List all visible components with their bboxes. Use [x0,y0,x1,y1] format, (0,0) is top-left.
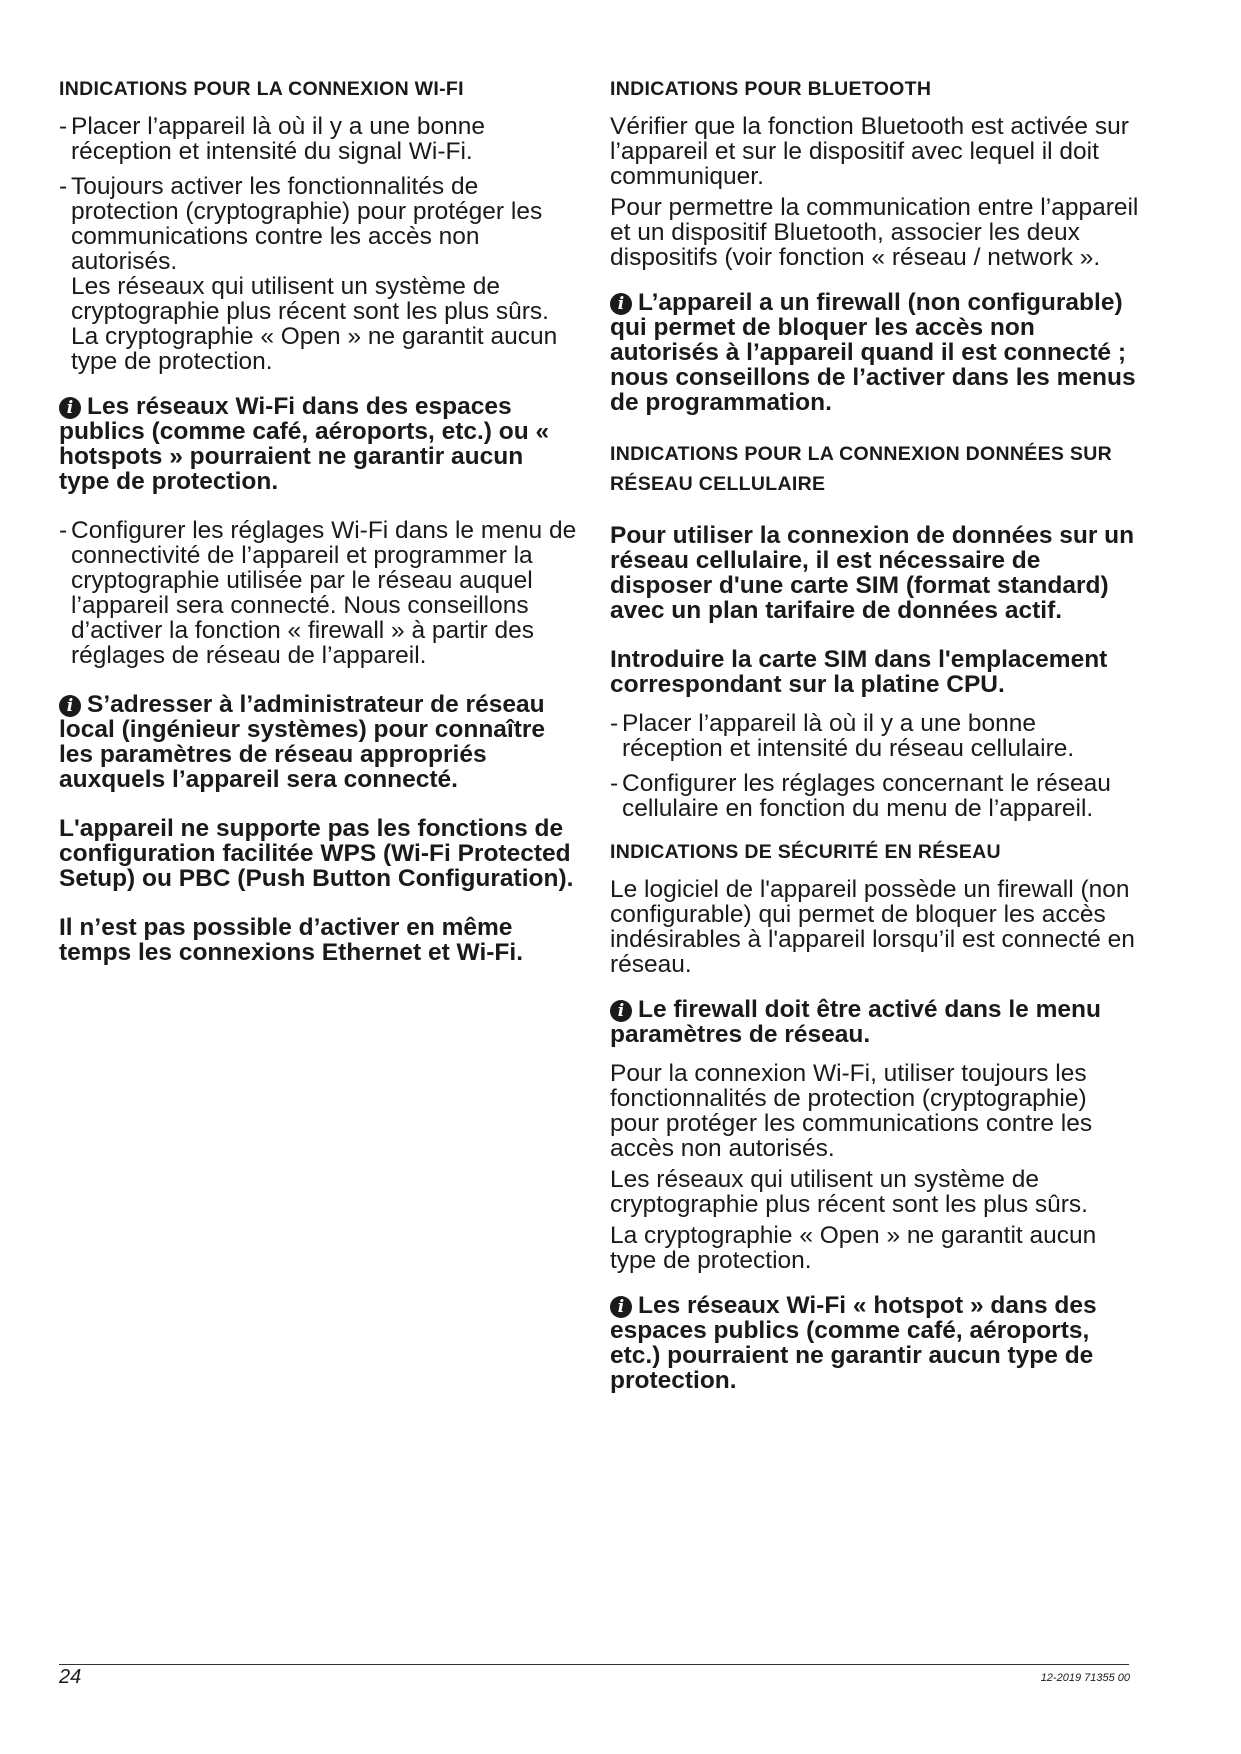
security-paragraph-3: Les réseaux qui utilisent un système de cryptographie plus récent sont les plus sûrs. [610,1166,1088,1218]
note-public-wifi: i Les réseaux Wi-Fi dans des espaces publics (comme café, aéroports, etc.) ou « hotspots » pourraient ne garantir aucun type de protection. [59,393,550,495]
right-column [610,74,1140,1417]
wifi-bullet-encryption: - Toujours activer les fonctionnalités de protection (cryptographie) pour protéger les communications contre les accès non autorisés. Les réseaux qui utilisent un système de cryptographie plus récent sont les plus sûrs. La cryptographie « Open » ne garantit aucun type de protection. [59,173,558,375]
heading-bluetooth: INDICATIONS POUR BLUETOOTH [610,78,932,100]
ethernet-wifi-statement: Il n’est pas possible d’activer en même temps les connexions Ethernet et Wi-Fi. [59,914,524,966]
bluetooth-paragraph-2: Pour permettre la communication entre l’appareil et un dispositif Bluetooth, associer les deux dispositifs (voir fonction « réseau / network ». [610,194,1139,271]
note-hotspot: i Les réseaux Wi-Fi « hotspot » dans des espaces publics (comme café, aéroports, etc.) pourraient ne garantir aucun type de protection. [610,1292,1097,1394]
note-admin: i S’adresser à l’administrateur de réseau local (ingénieur systèmes) pour connaître les paramètres de réseau appropriés auxquels l’appareil sera connecté. [59,691,546,793]
bluetooth-paragraph-1: Vérifier que la fonction Bluetooth est activée sur l’appareil et sur le dispositif avec lequel il doit communiquer. [610,113,1129,190]
wps-statement: L'appareil ne supporte pas les fonctions de configuration facilitée WPS (Wi-Fi Protected Setup) ou PBC (Push Button Configuration). [59,815,574,892]
security-paragraph-4: La cryptographie « Open » ne garantit aucun type de protection. [610,1222,1097,1274]
note-firewall-bluetooth: i L’appareil a un firewall (non configurable) qui permet de bloquer les accès non autorisés à l’appareil quand il est connecté ; nous conseillons de l’activer dans les menus de programmation. [610,289,1136,416]
cellular-bullet-placement: - Placer l’appareil là où il y a une bonne réception et intensité du réseau cellulaire. [610,710,1075,762]
cellular-sim-insert: Introduire la carte SIM dans l'emplacement correspondant sur la platine CPU. [610,646,1108,698]
left-column [59,74,579,989]
cellular-sim-requirement: Pour utiliser la connexion de données sur un réseau cellulaire, il est nécessaire de disposer d'une carte SIM (format standard) avec un plan tarifaire de données actif. [610,522,1135,624]
info-icon: i [610,1296,632,1318]
heading-security: INDICATIONS DE SÉCURITÉ EN RÉSEAU [610,841,1001,863]
security-paragraph-2: Pour la connexion Wi-Fi, utiliser toujours les fonctionnalités de protection (cryptographie) pour protéger les communications contre les accès non autorisés. [610,1060,1093,1162]
info-icon: i [59,695,81,717]
heading-wifi: INDICATIONS POUR LA CONNEXION WI-FI [59,78,464,100]
page-number: 24 [59,1666,82,1688]
heading-cellular: INDICATIONS POUR LA CONNEXION DONNÉES SUR RÉSEAU CELLULAIRE [610,443,1112,495]
security-paragraph-1: Le logiciel de l'appareil possède un firewall (non configurable) qui permet de bloquer les accès indésirables à l'appareil lorsqu’il est connecté en réseau. [610,876,1135,978]
info-icon: i [610,293,632,315]
wifi-bullet-placement: - Placer l’appareil là où il y a une bonne réception et intensité du signal Wi-Fi. [59,113,486,165]
wifi-bullet-configure: - Configurer les réglages Wi-Fi dans le menu de connectivité de l’appareil et programmer la cryptographie utilisée par le réseau auquel l’appareil sera connecté. Nous conseillons d’activer la fonction « firewall » à partir des réglages de réseau de l’appareil. [59,517,577,669]
document-code: 12-2019 71355 00 [1040,1672,1130,1684]
cellular-bullet-configure: - Configurer les réglages concernant le réseau cellulaire en fonction du menu de l’appareil. [610,770,1111,822]
note-firewall-activate: i Le firewall doit être activé dans le menu paramètres de réseau. [610,996,1101,1048]
footer-divider [59,1664,1129,1665]
info-icon: i [610,1000,632,1022]
info-icon: i [59,397,81,419]
